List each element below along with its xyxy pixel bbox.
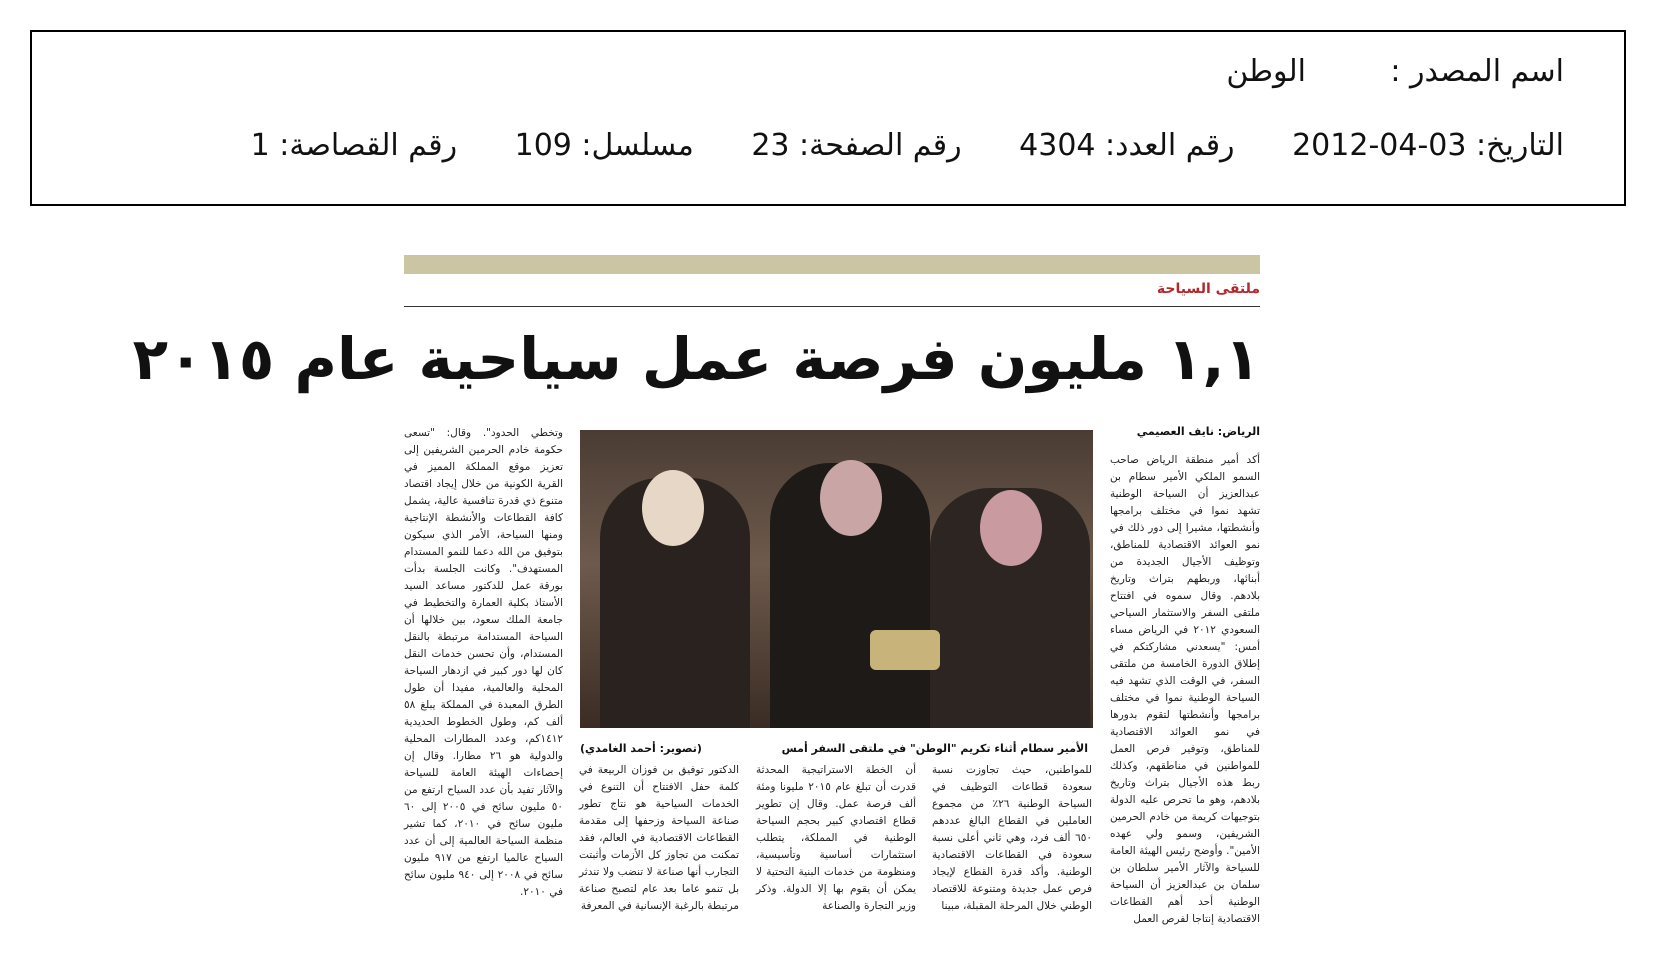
photo-award (870, 630, 940, 670)
article-text-1: أكد أمير منطقة الرياض صاحب السمو الملكي الأمير سطام بن عبدالعزيز أن السياحة الوطنية تشهد نموا في مختلف برامجها وأنشطتها، مشيرا إلى دور ذلك في نمو العوائد الاقتصادية للمناطق، وتوظيف الأجيال الجديدة من أبنائها، وربطهم بتراث وتاريخ بلادهم. وقال سموه في افتتاح ملتقى السفر والاستثمار السياحي السعودي ٢٠١٢ في الرياض مساء أمس: "يسعدني مشاركتكم في إطلاق الدورة الخامسة من ملتقى السفر، في الوقت الذي تشهد فيه السياحة الوطنية نموا في مختلف برامجها وأنشطتها لتقوم بدورها في نمو العوائد الاقتصادية للمناطق، وتوفير فرص العمل للمواطنين في مناطقهم، وكذلك ربط هذه الأجيال بتراث وتاريخ بلادهم، وهو ما تحرص عليه الدولة بتوجيهات كريمة من خادم الحرمين الشريفين، وسمو ولي عهده الأمين". وأوضح رئيس الهيئة العامة للسياحة والآثار الأمير سلطان بن سلمان بن عبدالعزيز أن السياحة الوطنية أحد أهم القطاعات الاقتصادية إنتاجا لفرص العمل (1110, 454, 1260, 925)
article-text-3: أن الخطة الاستراتيجية المحدثة قدرت أن تبلغ عام ٢٠١٥ مليونا ومئة ألف فرصة عمل. وقال إن تطوير قطاع اقتصادي كبير بحجم السياحة الوطنية في المملكة، يتطلب استثمارات أساسية وتأسيسية، ومنظومة من خدمات البنية التحتية لا يمكن أن يقوم بها إلا الدولة. وذكر وزير التجارة والصناعة (756, 764, 917, 912)
source-value: الوطن (1226, 54, 1306, 89)
article-column-2 (932, 762, 1092, 928)
photo-credit: (تصوير: أحمد الغامدي) (580, 742, 702, 755)
byline: الرياض: نايف العصيمي (1136, 425, 1260, 438)
source-label: اسم المصدر : (1390, 54, 1564, 89)
article-text-2: للمواطنين، حيث تجاوزت نسبة سعودة قطاعات التوظيف في السياحة الوطنية ٢٦٪ من مجموع العاملين في القطاع البالغ عددهم ٦٥٠ ألف فرد، وهي ثاني أعلى نسبة سعودة في القطاعات الاقتصادية الوطنية. وأكد قدرة القطاع لإيجاد فرص عمل جديدة ومتنوعة للاقتصاد الوطني خلال المرحلة المقبلة، مبينا (932, 764, 1092, 912)
section-title: ملتقى السياحة (1156, 281, 1260, 297)
article-column-4 (579, 762, 739, 928)
article-photo (580, 430, 1093, 728)
page-number-field: رقم الصفحة: 23 (751, 128, 962, 163)
clip-number-field: رقم القصاصة: 1 (250, 128, 458, 163)
photo-caption: الأمير سطام أثناء تكريم "الوطن" في ملتقى السفر أمس (781, 742, 1088, 755)
article-text-4: الدكتور توفيق بن فوزان الربيعة في كلمة حفل الافتتاح أن التنوع في الخدمات السياحية هو نتاج تطور صناعة السياحة وزحفها إلى مقدمة القطاعات الاقتصادية في العالم، فقد تمكنت من تجاوز كل الأزمات وأثبتت التجارب أنها صناعة لا تنضب ولا تندثر بل تنمو عاما بعد عام لتصبح صناعة مرتبطة بالرغبة الإنسانية في المعرفة (579, 764, 739, 912)
article-column-5 (404, 425, 563, 928)
headline: ١,١ مليون فرصة عمل سياحية عام ٢٠١٥ (132, 325, 1260, 393)
photo-head-left (642, 470, 704, 546)
clipping-metadata-box (30, 30, 1626, 206)
photo-head-right (980, 490, 1042, 566)
photo-head-center (820, 460, 882, 536)
article-column-3 (756, 762, 916, 928)
top-color-bar (404, 255, 1260, 274)
section-rule (404, 306, 1260, 307)
date-field: التاريخ: 03-04-2012 (1292, 128, 1564, 163)
details-row (251, 128, 1564, 163)
article-column-1 (1110, 452, 1260, 928)
serial-field: مسلسل: 109 (514, 128, 694, 163)
issue-number-field: رقم العدد: 4304 (1019, 128, 1235, 163)
newspaper-clipping (132, 255, 1260, 943)
source-row (1226, 54, 1564, 89)
article-text-5: وتخطي الحدود". وقال: "تسعى حكومة خادم الحرمين الشريفين إلى تعزيز موقع المملكة المميز في القرية الكونية من خلال إيجاد اقتصاد متنوع ذي قدرة تنافسية عالية، يشمل كافة القطاعات والأنشطة الإنتاجية ومنها السياحة، الأمر الذي سيكون بتوفيق من الله دعما للنمو المستدام المستهدف". وكانت الجلسة بدأت بورقة عمل للدكتور مساعد السيد الأستاذ بكلية العمارة والتخطيط في جامعة الملك سعود، بين خلالها أن السياحة المستدامة مرتبطة بالنقل المستدام، وأن تحسن خدمات النقل كان لها دور كبير في ازدهار السياحة المحلية والعالمية، مفيدا أن طول الطرق المعبدة في المملكة يبلغ ٥٨ ألف كم، وطول الخطوط الحديدية ١٤١٢كم، وعدد المطارات المحلية والدولية هو ٢٦ مطارا. وقال إن إحصاءات الهيئة العامة للسياحة والآثار تفيد بأن عدد السياح ارتفع من ٥٠ مليون سائح في ٢٠٠٥ إلى ٦٠ مليون سائح في ٢٠١٠، كما تشير منظمة السياحة العالمية إلى أن عدد السياح عالميا ارتفع من ٩١٧ مليون سائح في ٢٠٠٨ إلى ٩٤٠ مليون سائح في ٢٠١٠. (404, 427, 564, 898)
